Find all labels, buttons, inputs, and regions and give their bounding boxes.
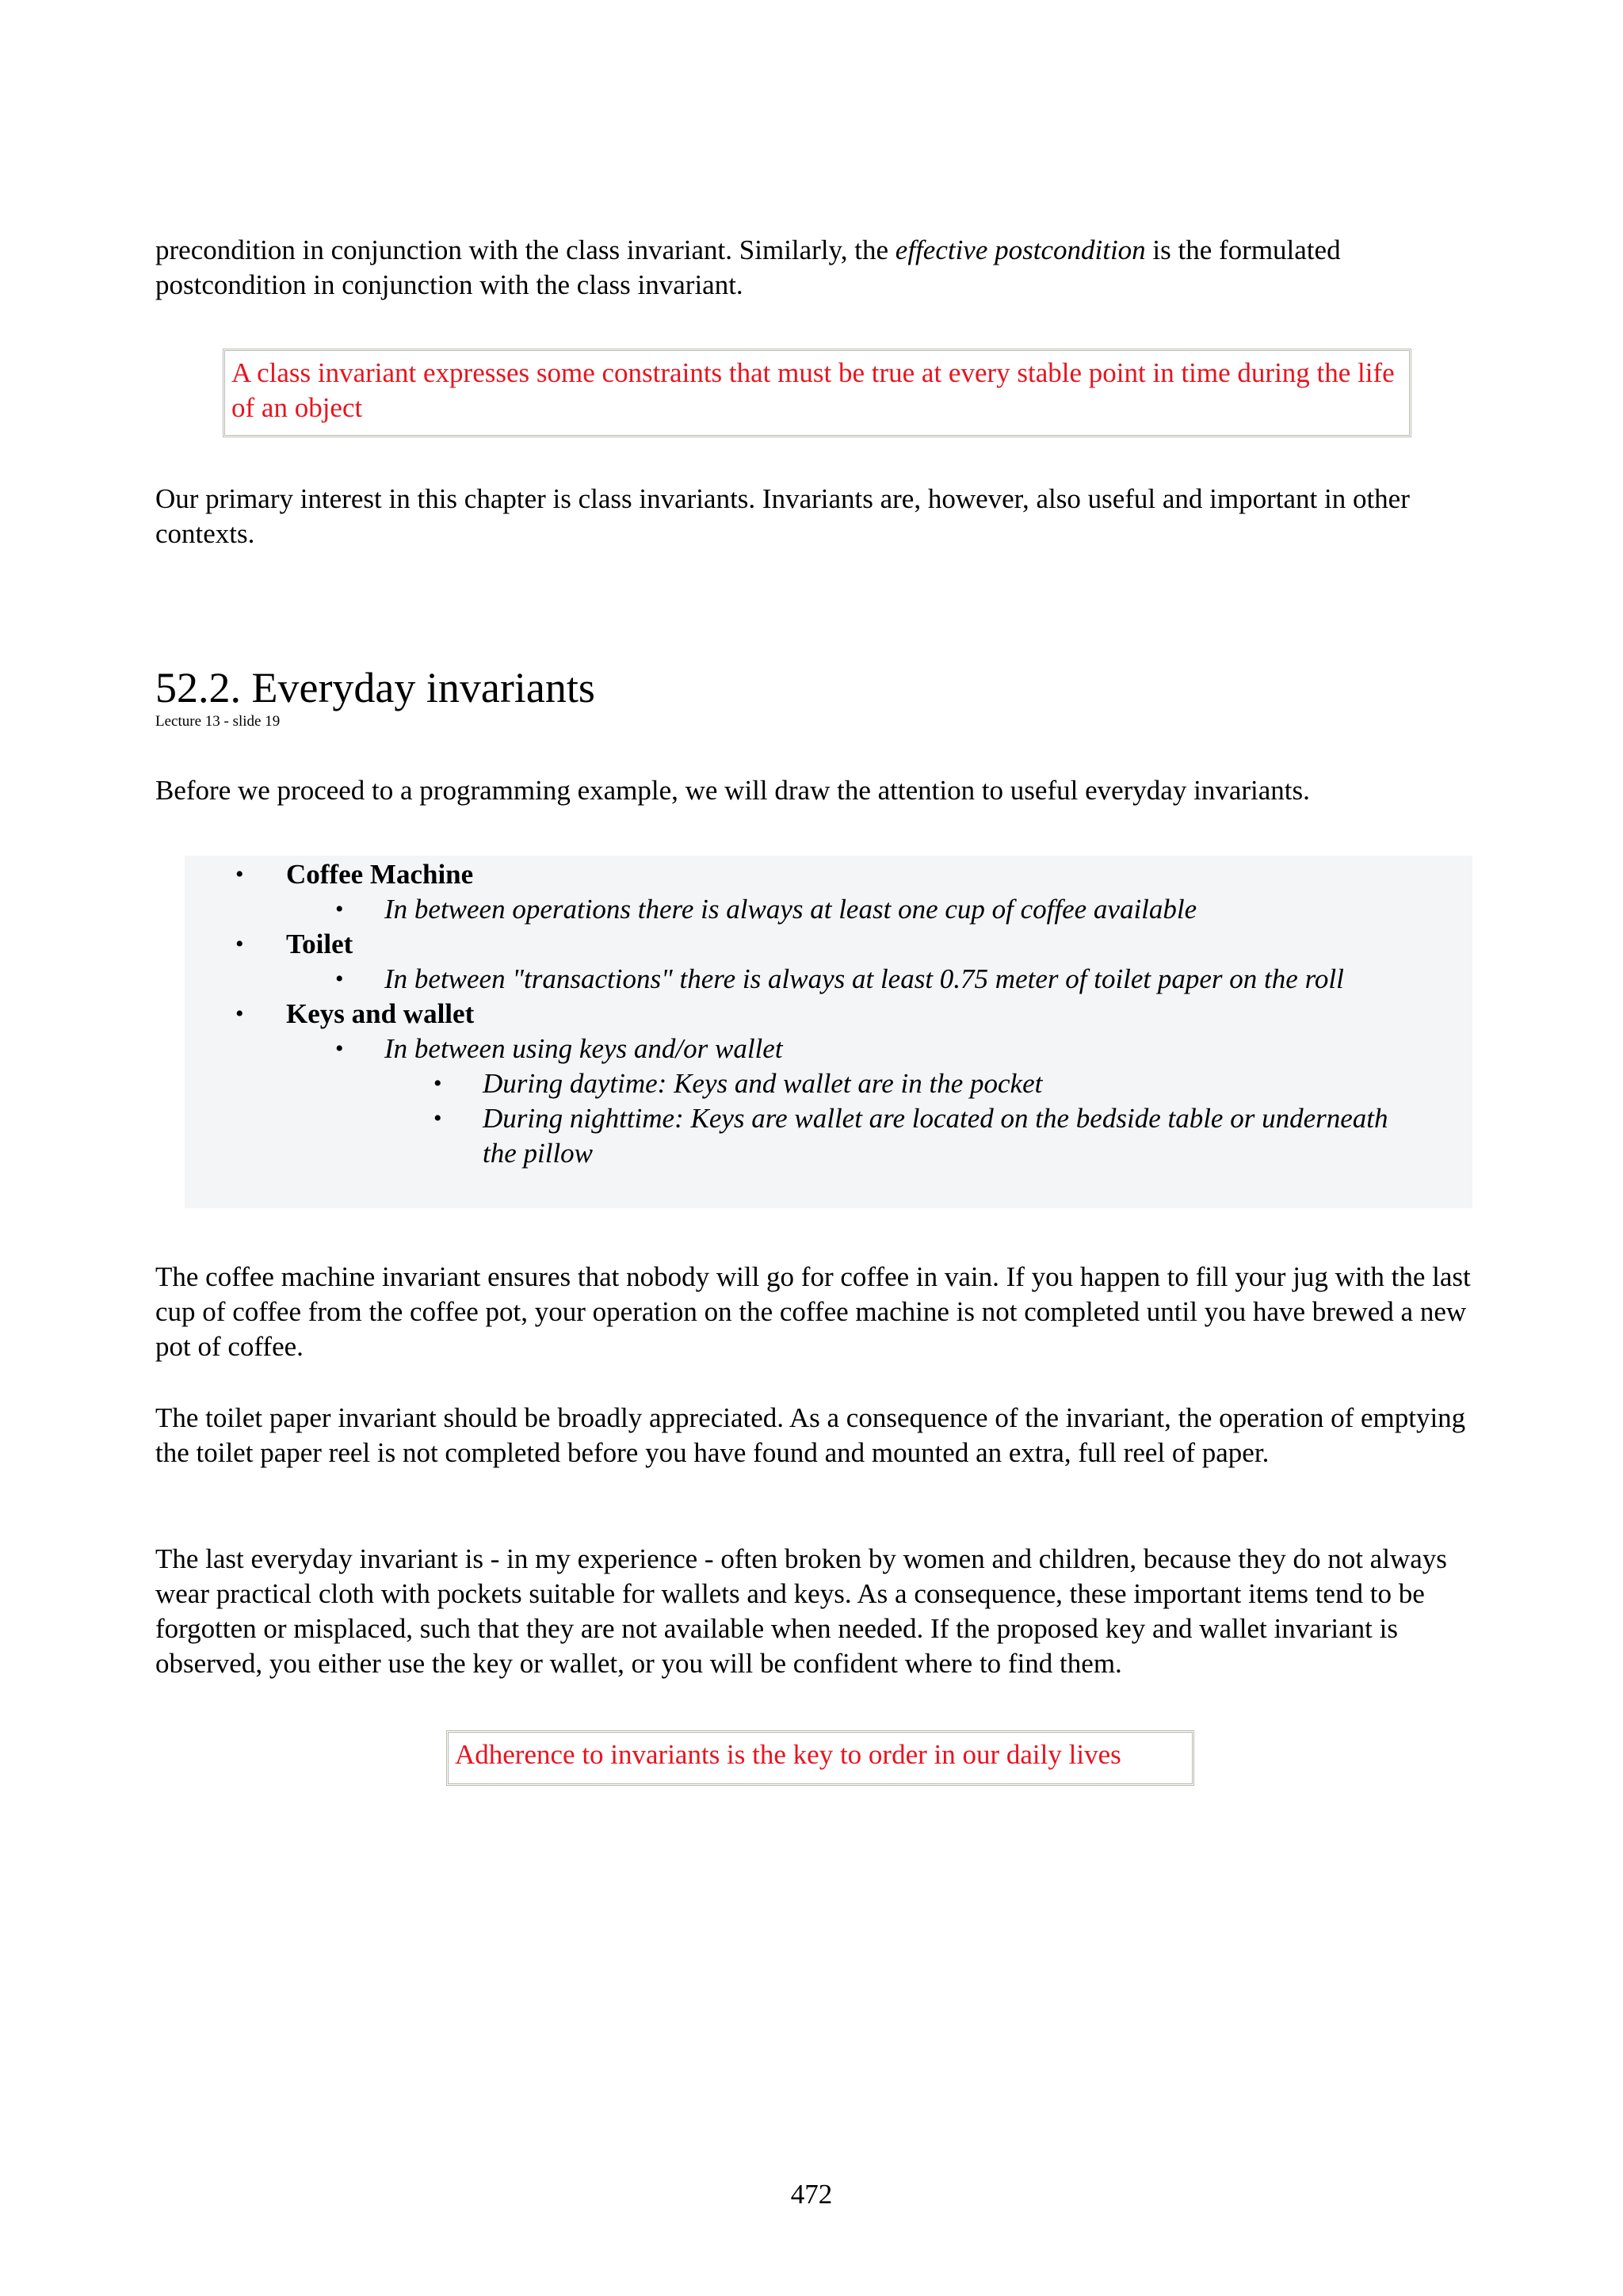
- list-item-toilet-rule: In between "transactions" there is always at least 0.75 meter of toilet paper on the roll: [384, 963, 1344, 994]
- list-item-nighttime-cont: the pillow: [483, 1138, 594, 1169]
- bullet-icon: •: [335, 896, 344, 922]
- list-item-coffee-rule: In between operations there is always at least one cup of coffee available: [384, 894, 1197, 925]
- intro-text-line2: postcondition in conjunction with the class invariant.: [155, 269, 743, 300]
- list-item-nighttime: During nighttime: Keys are wallet are located on the bedside table or underneath: [483, 1103, 1388, 1134]
- adherence-highlight-text: Adherence to invariants is the key to order in our daily lives: [455, 1739, 1121, 1770]
- class-invariant-highlight: [223, 349, 1411, 437]
- list-item-coffee-machine: Coffee Machine: [286, 859, 474, 890]
- keys-paragraph: The last everyday invariant is - in my experience - often broken by women and children, because they do not always wear practical cloth with pockets suitable for wallets and keys. As a consequence, these important items tend to be forgotten or misplaced, such that they are not available when needed. If the proposed key and wallet invariant is observed, you either use the key or wallet, or you will be confident where to find them.: [155, 1543, 1447, 1679]
- before-paragraph: Before we proceed to a programming example, we will draw the attention to useful everyday invariants.: [155, 775, 1310, 806]
- list-item-keys-wallet: Keys and wallet: [286, 998, 475, 1029]
- list-item-toilet: Toilet: [286, 929, 353, 959]
- intro-emphasis: effective postcondition: [895, 235, 1146, 265]
- bullet-icon: •: [335, 1035, 344, 1062]
- toilet-paragraph: The toilet paper invariant should be broadly appreciated. As a consequence of the invariant, the operation of emptying the toilet paper reel is not completed before you have found and mounted an extra, full reel of paper.: [155, 1402, 1466, 1468]
- section-title: 52.2. Everyday invariants: [155, 664, 595, 711]
- everyday-invariants-list: [185, 856, 1472, 1208]
- intro-text-a: precondition in conjunction with the class invariant. Similarly, the: [155, 235, 896, 265]
- bullet-icon: •: [235, 931, 244, 957]
- coffee-paragraph: The coffee machine invariant ensures that nobody will go for coffee in vain. If you happen to fill your jug with the last cup of coffee from the coffee pot, your operation on the coffee machine is not completed until you have brewed a new pot of coffee.: [155, 1261, 1471, 1362]
- bullet-icon: •: [335, 966, 344, 992]
- bullet-icon: •: [433, 1070, 442, 1097]
- intro-text-b: is the formulated: [1145, 235, 1341, 265]
- list-item-daytime: During daytime: Keys and wallet are in the pocket: [483, 1068, 1043, 1099]
- primary-interest-paragraph: Our primary interest in this chapter is class invariants. Invariants are, however, also useful and important in other contexts.: [155, 483, 1410, 549]
- bullet-icon: •: [433, 1105, 442, 1131]
- slide-reference: Lecture 13 - slide 19: [155, 713, 281, 730]
- list-item-keys-rule: In between using keys and/or wallet: [384, 1033, 783, 1064]
- adherence-highlight: [446, 1730, 1194, 1786]
- bullet-icon: •: [235, 861, 244, 887]
- bullet-icon: •: [235, 1001, 244, 1027]
- class-invariant-highlight-text: A class invariant expresses some constraints that must be true at every stable point in time during the life of an object: [231, 357, 1395, 423]
- intro-paragraph: [155, 233, 1503, 303]
- page-number: 472: [790, 2179, 833, 2210]
